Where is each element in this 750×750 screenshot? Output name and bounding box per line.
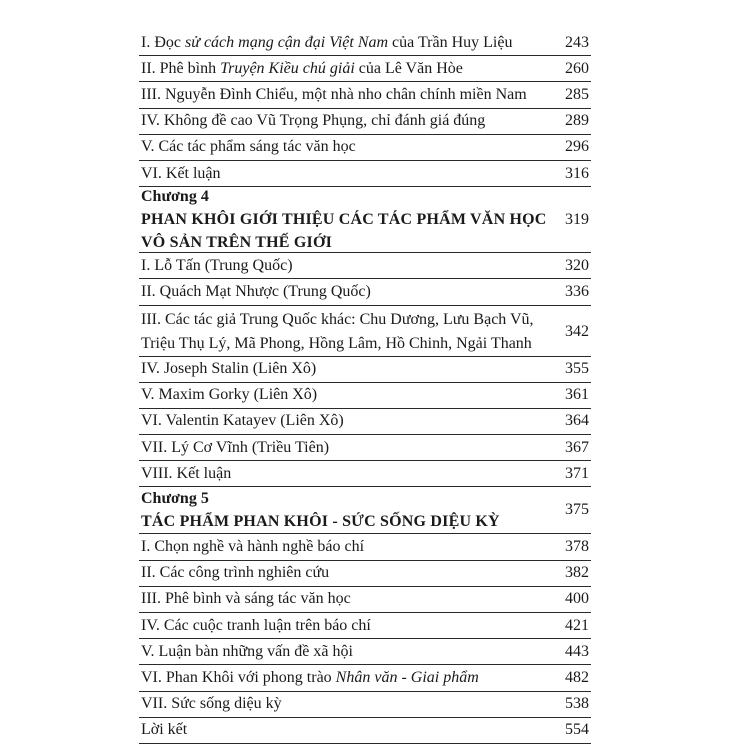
entry-title-part: II. Quách Mạt Nhược (Trung Quốc) xyxy=(141,282,371,300)
entry-title-part: của Trần Huy Liệu xyxy=(388,33,513,51)
entry-title-part: IV. Không đề cao Vũ Trọng Phụng, chỉ đánh giá đúng xyxy=(141,112,486,130)
entry-title xyxy=(139,561,549,585)
toc-entry xyxy=(139,56,591,82)
chapter-title: TÁC PHẨM PHAN KHÔI - SỨC SỐNG DIỆU KỲ xyxy=(141,512,500,530)
page-number: 355 xyxy=(565,360,589,378)
entry-title xyxy=(139,436,549,460)
entry-title xyxy=(139,109,549,133)
entry-title xyxy=(139,162,549,186)
entry-title xyxy=(139,357,549,381)
entry-title-part: VIII. Kết luận xyxy=(141,464,232,482)
toc-entry xyxy=(139,161,591,187)
page-number: 285 xyxy=(565,85,589,103)
chapter-title-line: PHAN KHÔI GIỚI THIỆU CÁC TÁC PHẨM VĂN HỌC xyxy=(141,210,547,228)
entry-title xyxy=(139,692,549,716)
entry-title-part: IV. Joseph Stalin (Liên Xô) xyxy=(141,360,317,378)
entry-title-part: VI. Valentin Katayev (Liên Xô) xyxy=(141,412,344,430)
entry-title-part: V. Luận bàn những vấn đề xã hội xyxy=(141,642,353,660)
toc-entry xyxy=(139,639,591,665)
chapter-label: Chương 5 xyxy=(141,489,209,507)
page-number: 378 xyxy=(565,538,589,556)
entry-title-part: VI. Phan Khôi với phong trào xyxy=(141,668,336,686)
page-number: 421 xyxy=(565,616,589,634)
page-number: 554 xyxy=(565,721,589,739)
toc-entry xyxy=(139,109,591,135)
toc-entry xyxy=(139,279,591,305)
chapter-title xyxy=(141,208,549,254)
entry-title xyxy=(139,308,549,356)
toc-section-chapter3-tail xyxy=(139,30,591,187)
entry-title xyxy=(139,57,549,81)
entry-title-part: V. Các tác phẩm sáng tác văn học xyxy=(141,138,356,156)
toc-entry xyxy=(139,135,591,161)
page-number: 319 xyxy=(565,210,589,228)
entry-title xyxy=(139,280,549,304)
page-number: 260 xyxy=(565,59,589,77)
entry-title-line: III. Các tác giả Trung Quốc khác: Chu Dương, Lưu Bạch Vũ, xyxy=(141,310,534,328)
entry-title xyxy=(139,383,549,407)
toc-section-chapter5 xyxy=(139,534,591,744)
page-number: 289 xyxy=(565,112,589,130)
toc-entry xyxy=(139,587,591,613)
toc-entry xyxy=(139,665,591,691)
toc-entry xyxy=(139,561,591,587)
entry-title-part: VII. Sức sống diệu kỳ xyxy=(141,695,282,713)
entry-title xyxy=(139,535,549,559)
entry-title xyxy=(139,409,549,433)
toc-section-chapter4-a xyxy=(139,253,591,305)
entry-title-italic: Nhân văn - Giai phẩm xyxy=(335,668,479,686)
entry-title-part: VII. Lý Cơ Vĩnh (Triều Tiên) xyxy=(141,438,330,456)
chapter-label: Chương 4 xyxy=(141,187,209,205)
entry-title-part: II. Các công trình nghiên cứu xyxy=(141,564,330,582)
entry-title-italic: sử cách mạng cận đại Việt Nam xyxy=(184,33,389,51)
page-number: 482 xyxy=(565,668,589,686)
entry-title xyxy=(139,587,549,611)
page-number: 371 xyxy=(565,464,589,482)
entry-title-part: III. Nguyễn Đình Chiểu, một nhà nho chân chính miền Nam xyxy=(141,85,527,103)
toc-entry xyxy=(139,409,591,435)
page-number: 342 xyxy=(565,322,589,340)
entry-title-part: I. Chọn nghề và hành nghề báo chí xyxy=(141,538,365,556)
page-number: 296 xyxy=(565,138,589,156)
toc-entry xyxy=(139,357,591,383)
chapter-heading-text xyxy=(139,186,549,254)
toc-entry xyxy=(139,383,591,409)
page-number: 400 xyxy=(565,590,589,608)
chapter-heading-text xyxy=(139,488,549,533)
toc-entry xyxy=(139,253,591,279)
entry-title xyxy=(139,640,549,664)
toc-entry xyxy=(139,718,591,744)
toc-entry xyxy=(139,534,591,560)
page-number: 361 xyxy=(565,386,589,404)
page-number: 538 xyxy=(565,695,589,713)
entry-title-part: III. Phê bình và sáng tác văn học xyxy=(141,590,351,608)
toc-chapter-heading xyxy=(139,187,591,253)
chapter-title-line: VÔ SẢN TRÊN THẾ GIỚI xyxy=(141,233,333,251)
entry-title-part: Lời kết xyxy=(141,721,188,739)
page-number: 375 xyxy=(565,501,589,519)
toc-entry xyxy=(139,30,591,56)
page-number: 364 xyxy=(565,412,589,430)
toc-entry xyxy=(139,306,591,357)
toc-entry xyxy=(139,692,591,718)
entry-title-line: Triệu Thụ Lý, Mã Phong, Hồng Lâm, Hồ Chinh, Ngải Thanh xyxy=(141,334,532,352)
page-number: 320 xyxy=(565,256,589,274)
entry-title xyxy=(139,135,549,159)
toc-entry xyxy=(139,613,591,639)
toc-entry xyxy=(139,461,591,487)
page-number: 243 xyxy=(565,33,589,51)
toc-chapter-heading xyxy=(139,487,591,534)
entry-title-part: II. Phê bình xyxy=(141,59,221,77)
page-number: 336 xyxy=(565,282,589,300)
entry-title-part: V. Maxim Gorky (Liên Xô) xyxy=(141,386,318,404)
entry-title-part: I. Lỗ Tấn (Trung Quốc) xyxy=(141,256,293,274)
toc-entry xyxy=(139,435,591,461)
entry-title xyxy=(139,254,549,278)
page-number: 316 xyxy=(565,164,589,182)
entry-title-part: VI. Kết luận xyxy=(141,164,221,182)
entry-title xyxy=(139,31,549,55)
entry-title-part: I. Đọc xyxy=(141,33,185,51)
entry-title xyxy=(139,83,549,107)
entry-title xyxy=(139,462,549,486)
entry-title xyxy=(139,666,549,690)
entry-title-part: IV. Các cuộc tranh luận trên báo chí xyxy=(141,616,371,634)
page-number: 367 xyxy=(565,438,589,456)
entry-title-part: của Lê Văn Hòe xyxy=(354,59,463,77)
entry-title xyxy=(139,614,549,638)
toc-section-chapter4-b xyxy=(139,357,591,488)
toc-entry xyxy=(139,82,591,108)
entry-title-italic: Truyện Kiều chú giải xyxy=(220,59,355,77)
page-number: 443 xyxy=(565,642,589,660)
table-of-contents xyxy=(139,30,591,744)
entry-title xyxy=(139,718,549,742)
page-number: 382 xyxy=(565,564,589,582)
